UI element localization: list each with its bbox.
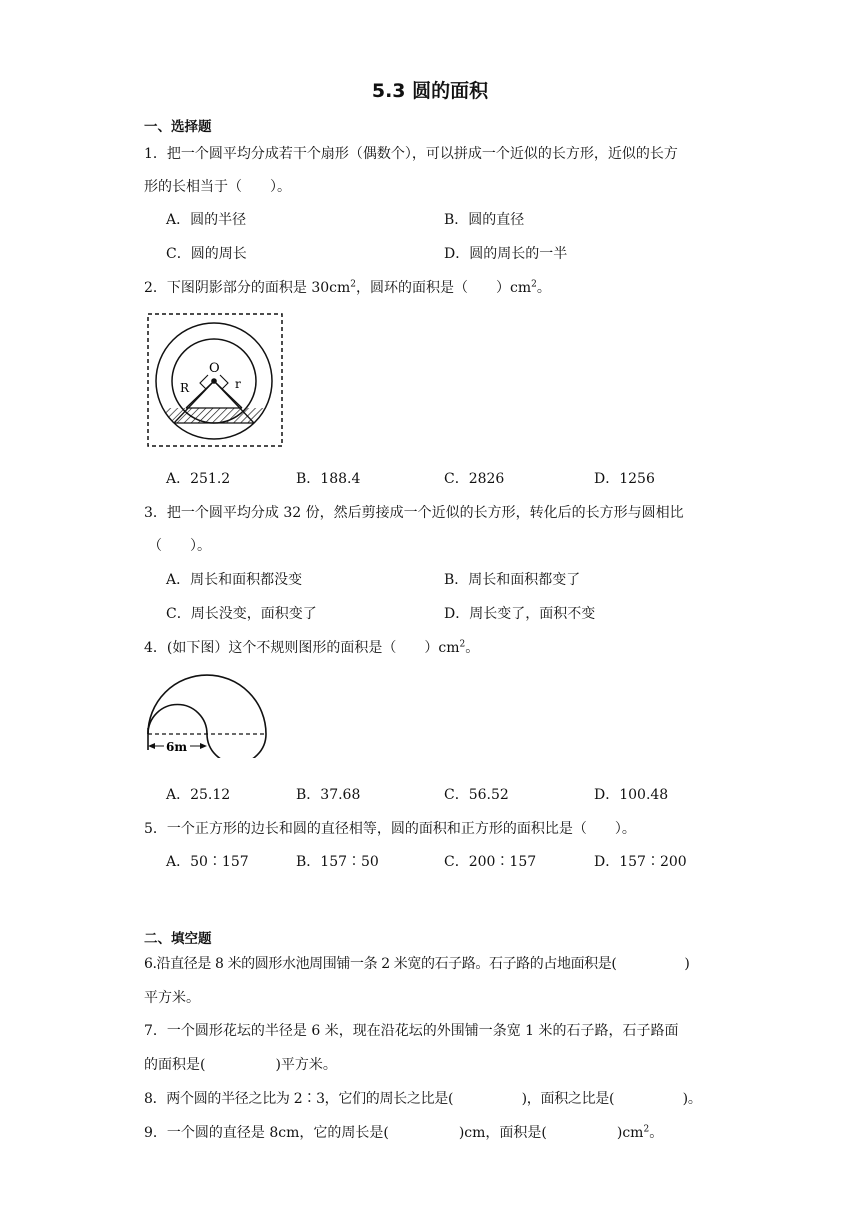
question-1-option-d[interactable]: D．圆的周长的一半 — [444, 246, 568, 262]
question-3-option-c[interactable]: C．周长没变，面积变了 — [166, 606, 317, 622]
question-9-text-c: 。 — [649, 1125, 664, 1141]
question-4-text-c: 。 — [465, 640, 480, 656]
question-2-option-a[interactable]: A．251.2 — [166, 471, 231, 487]
question-1-line-1: 1．把一个圆平均分成若干个扇形（偶数个），可以拼成一个近似的长方形，近似的长方 — [144, 146, 678, 162]
page-title: 5.3 圆的面积 — [371, 80, 489, 102]
question-4-option-d[interactable]: D．100.48 — [594, 787, 669, 803]
question-1-option-b[interactable]: B．圆的直径 — [444, 212, 525, 228]
question-5-option-d[interactable]: D．157∶200 — [594, 854, 687, 870]
question-4-text-a: 4．(如下图）这个不规则图形的面积是（ ）cm — [144, 640, 460, 656]
question-4-sup: 2 — [459, 639, 466, 650]
question-4-text — [144, 637, 479, 657]
question-7-line-2: 的面积是( )平方米。 — [144, 1057, 337, 1073]
question-2-text-c: 。 — [536, 280, 551, 296]
question-5-option-c[interactable]: C．200∶157 — [444, 854, 537, 870]
question-7-line-1: 7．一个圆形花坛的半径是 6 米，现在沿花坛的外围铺一条宽 1 米的石子路，石子路面 — [144, 1023, 679, 1039]
question-6-line-1: 6.沿直径是 8 米的圆形水池周围铺一条 2 米宽的石子路。石子路的占地面积是( ) — [144, 956, 690, 972]
question-2-text — [144, 277, 551, 297]
question-5-option-a[interactable]: A．50∶157 — [166, 854, 249, 870]
question-4-figure — [142, 668, 272, 758]
question-3-option-d[interactable]: D．周长变了，面积不变 — [444, 606, 596, 622]
question-3-option-b[interactable]: B．周长和面积都变了 — [444, 572, 581, 588]
question-4-figure-label: 6m — [166, 740, 188, 754]
question-2-figure — [146, 312, 284, 448]
question-9-text — [144, 1122, 663, 1142]
question-2-figure-label-r-upper: R — [180, 381, 190, 395]
question-8-line-1: 8．两个圆的半径之比为 2∶3，它们的周长之比是( )，面积之比是( )。 — [144, 1091, 702, 1107]
question-2-text-b: ，圆环的面积是（ ）cm — [356, 280, 532, 296]
question-5-line-1: 5．一个正方形的边长和圆的直径相等，圆的面积和正方形的面积比是（ ）。 — [144, 821, 636, 837]
question-9-sup: 2 — [643, 1124, 650, 1135]
question-1-line-2: 形的长相当于（ ）。 — [144, 179, 291, 195]
question-1-option-a[interactable]: A．圆的半径 — [166, 212, 247, 228]
question-2-figure-label-o: O — [209, 361, 220, 376]
question-2-text-a: 2．下图阴影部分的面积是 30cm — [144, 280, 351, 296]
question-5-option-b[interactable]: B．157∶50 — [296, 854, 379, 870]
question-3-option-a[interactable]: A．周长和面积都没变 — [166, 572, 303, 588]
section-heading-choice: 一、选择题 — [144, 119, 212, 135]
question-2-option-d[interactable]: D．1256 — [594, 471, 655, 487]
question-2-option-c[interactable]: C．2826 — [444, 471, 505, 487]
section-heading-fill: 二、填空题 — [144, 931, 212, 947]
question-2-figure-label-r-lower: r — [235, 377, 241, 391]
question-2-sup-1: 2 — [350, 279, 357, 290]
question-3-line-2: （ ）。 — [148, 538, 211, 554]
question-4-option-a[interactable]: A．25.12 — [166, 787, 231, 803]
question-2-sup-2: 2 — [531, 279, 537, 290]
question-9-text-a: 9．一个圆的直径是 8cm，它的周长是( )cm，面积是( )cm — [144, 1125, 644, 1141]
question-4-option-b[interactable]: B．37.68 — [296, 787, 361, 803]
question-3-line-1: 3．把一个圆平均分成 32 份，然后剪接成一个近似的长方形，转化后的长方形与圆相比 — [144, 505, 684, 521]
question-6-line-2: 平方米。 — [144, 990, 200, 1006]
question-1-option-c[interactable]: C．圆的周长 — [166, 246, 247, 262]
question-4-option-c[interactable]: C．56.52 — [444, 787, 509, 803]
question-2-option-b[interactable]: B．188.4 — [296, 471, 361, 487]
